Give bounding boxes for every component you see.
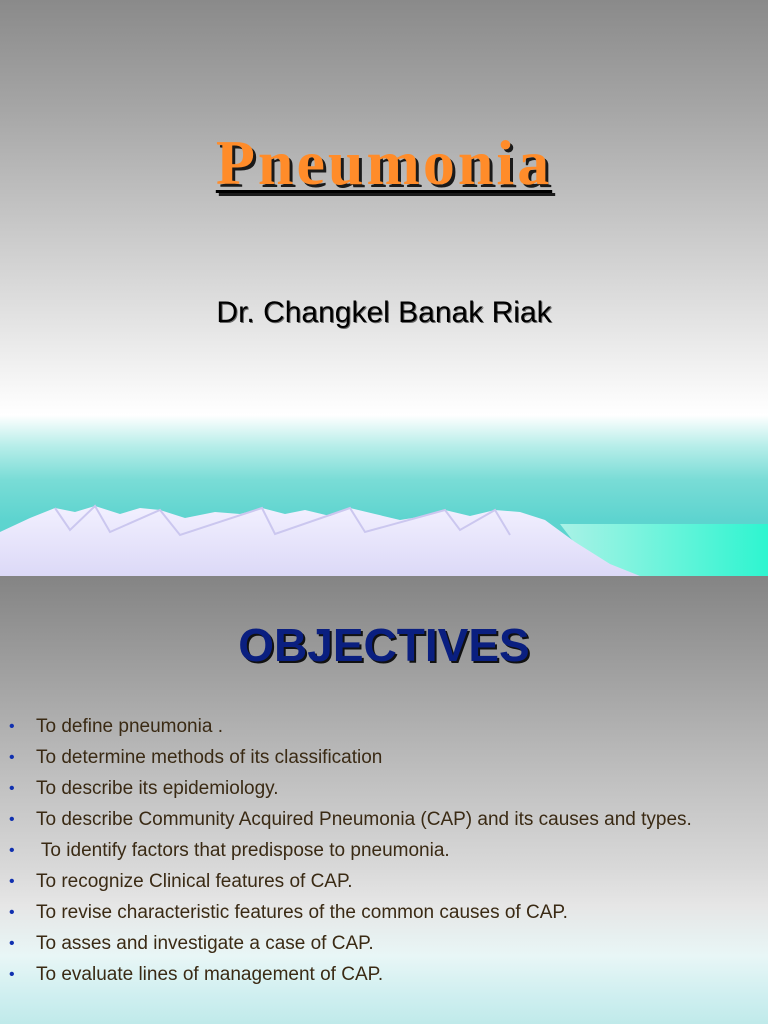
bullet-icon: • bbox=[9, 873, 15, 890]
objectives-heading: OBJECTIVES bbox=[238, 619, 530, 671]
bullet-icon: • bbox=[9, 904, 15, 921]
list-item bbox=[0, 714, 768, 740]
list-item bbox=[0, 869, 768, 895]
list-item-text: To define pneumonia . bbox=[36, 716, 223, 737]
bullet-icon: • bbox=[9, 811, 15, 828]
list-item bbox=[0, 838, 768, 864]
bullet-icon: • bbox=[9, 935, 15, 952]
list-item-text: To describe its epidemiology. bbox=[36, 778, 279, 799]
slide-objectives bbox=[0, 576, 768, 1024]
bullet-icon: • bbox=[9, 966, 15, 983]
bullet-icon: • bbox=[9, 842, 15, 859]
list-item-text: To asses and investigate a case of CAP. bbox=[36, 933, 374, 954]
mountain-range bbox=[0, 506, 640, 576]
list-item bbox=[0, 807, 768, 833]
list-item-text: To evaluate lines of management of CAP. bbox=[36, 964, 384, 985]
list-item-text: To determine methods of its classification bbox=[36, 747, 383, 768]
list-item-text: To describe Community Acquired Pneumonia (CAP) and its causes and types. bbox=[36, 809, 692, 830]
author-name: Dr. Changkel Banak Riak bbox=[216, 296, 552, 329]
bullet-icon: • bbox=[9, 749, 15, 766]
list-item-text: To revise characteristic features of the common causes of CAP. bbox=[36, 902, 568, 923]
list-item bbox=[0, 900, 768, 926]
list-item bbox=[0, 931, 768, 957]
list-item-text: To identify factors that predispose to pneumonia. bbox=[36, 840, 450, 861]
slide-title-heading: Pneumonia bbox=[215, 127, 553, 198]
bullet-icon: • bbox=[9, 718, 15, 735]
list-item-text: To recognize Clinical features of CAP. bbox=[36, 871, 353, 892]
bullet-icon: • bbox=[9, 780, 15, 797]
objectives-list bbox=[0, 714, 768, 993]
list-item bbox=[0, 745, 768, 771]
list-item bbox=[0, 776, 768, 802]
list-item bbox=[0, 962, 768, 988]
mountain-landscape-graphic bbox=[0, 480, 768, 576]
